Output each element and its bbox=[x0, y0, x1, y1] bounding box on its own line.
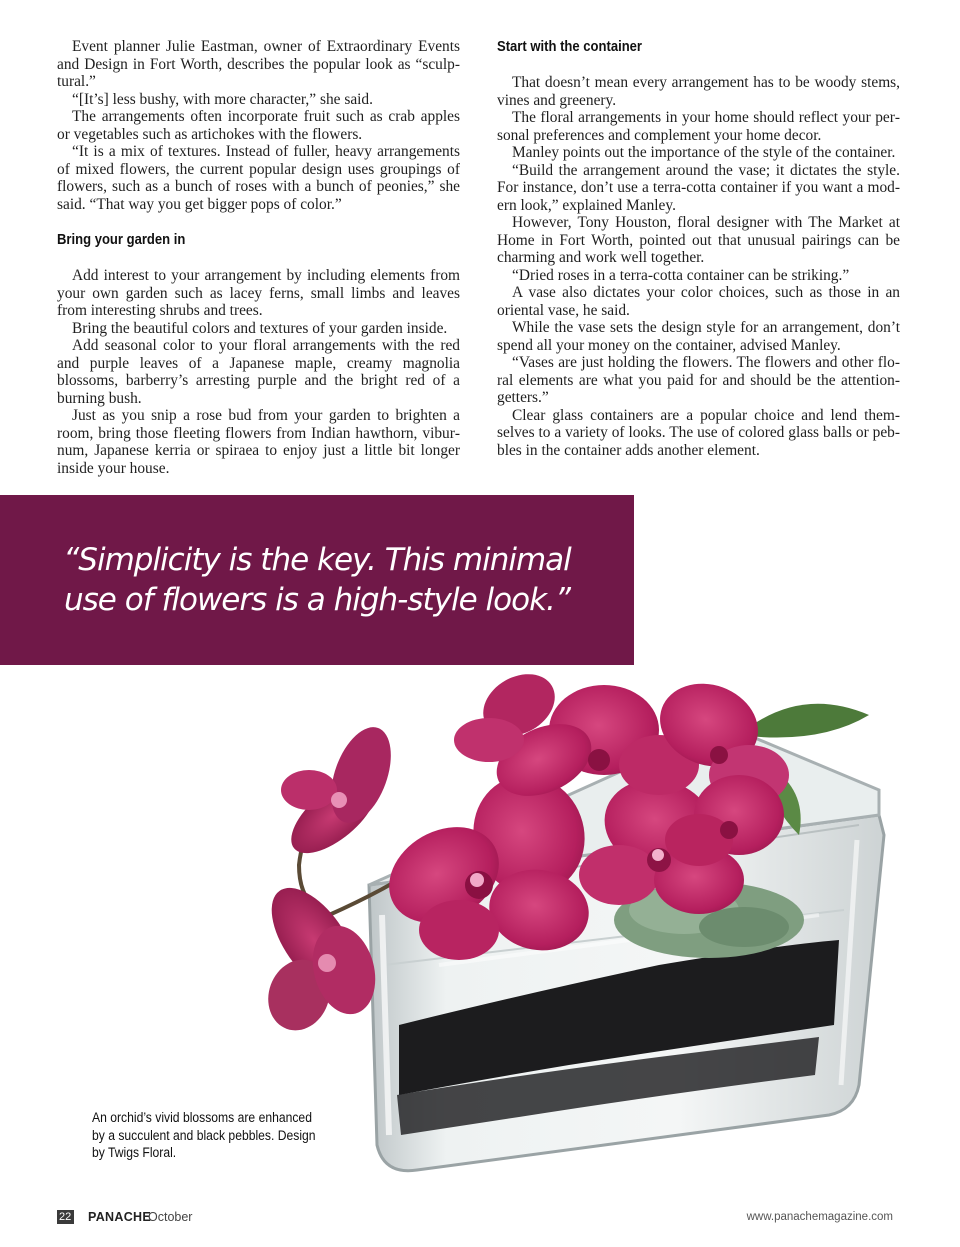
article-paragraph: However, Tony Houston, floral designer with The Market at Home in Fort Worth, pointed out that unusual pairings can be charming and work well together. bbox=[497, 214, 900, 266]
pull-quote-text: “Simplicity is the key. This minimal use of flowers is a high-style look.” bbox=[63, 542, 571, 618]
article-paragraph: Bring the beautiful colors and textures of your garden inside. bbox=[72, 319, 448, 337]
article-paragraph: Add interest to your arrangement by including elements from your own garden such as lacey ferns, small limbs and leaves from interesting shrubs and trees. bbox=[57, 267, 460, 319]
section-spacer bbox=[57, 249, 460, 267]
article-paragraph: Event planner Julie Eastman, owner of Extraordinary Events and Design in Fort Worth, describes the popular look as “sculptural.” bbox=[57, 38, 460, 90]
article-paragraph: The floral arrangements in your home should reflect your personal preferences and complement your home decor. bbox=[497, 109, 900, 144]
section-spacer bbox=[497, 56, 900, 74]
section-heading: Bring your garden in bbox=[57, 232, 186, 248]
article-right-column bbox=[497, 38, 900, 459]
article-paragraph: That doesn’t mean every arrangement has to be woody stems, vines and greenery. bbox=[497, 74, 900, 109]
issue-month: October bbox=[148, 1210, 193, 1224]
orchid-flower bbox=[279, 719, 403, 867]
page-number: 22 bbox=[57, 1210, 74, 1224]
article-paragraph: “Dried roses in a terra-cotta container can be striking.” bbox=[512, 266, 850, 284]
article-paragraph: A vase also dictates your color choices, such as those in an oriental vase, he said. bbox=[497, 284, 900, 319]
article-paragraph: “Vases are just holding the flowers. The flowers and other floral elements are what you paid for and should be the attention-getters.” bbox=[497, 354, 900, 406]
article-paragraph: Clear glass containers are a popular choice and lend themselves to a variety of looks. The use of colored glass balls or pebbles in the container adds another element. bbox=[497, 406, 900, 459]
magazine-url: www.panachemagazine.com bbox=[746, 1211, 893, 1223]
article-paragraph: “It is a mix of textures. Instead of fuller, heavy arrangements of mixed flowers, the current popular design uses groupings of flowers, such as a bunch of roses with a bunch of peonies,” she said. “That way you get bigger pops of color.” bbox=[57, 143, 460, 213]
article-paragraph: Just as you snip a rose bud from your garden to brighten a room, bring those fleeting flowers from Indian hawthorn, viburnum, Japanese kerria or spiraea to enjoy just a little bit longer inside your house. bbox=[57, 407, 460, 477]
photo-caption: An orchid’s vivid blossoms are enhanced by a succulent and black pebbles. Design by Twigs Floral. bbox=[92, 1110, 316, 1160]
article-paragraph: Manley points out the importance of the style of the container. bbox=[512, 144, 896, 161]
article-paragraph: “Build the arrangement around the vase; it dictates the style. For instance, don’t use a terra-cotta container if you want a modern look,” explained Manley. bbox=[497, 161, 900, 214]
article-left-column bbox=[57, 38, 460, 477]
article-paragraph: While the vase sets the design style for an arrangement, don’t spend all your money on the container, advised Manley. bbox=[497, 319, 900, 354]
article-paragraph: Add seasonal color to your floral arrangements with the red and purple leaves of a Japanese maple, creamy magnolia blossoms, barberry’s arresting purple and the bright red of a burning bush. bbox=[57, 337, 460, 407]
article-paragraph: The arrangements often incorporate fruit such as crab apples or vegetables such as artichokes with the flowers. bbox=[57, 108, 460, 143]
section-heading: Start with the container bbox=[497, 39, 643, 55]
magazine-name: PANACHE bbox=[88, 1210, 151, 1224]
pull-quote-box bbox=[0, 495, 634, 665]
page-footer bbox=[57, 1209, 893, 1227]
article-paragraph: “[It’s] less bushy, with more character,” she said. bbox=[72, 90, 373, 108]
section-spacer bbox=[57, 213, 460, 231]
